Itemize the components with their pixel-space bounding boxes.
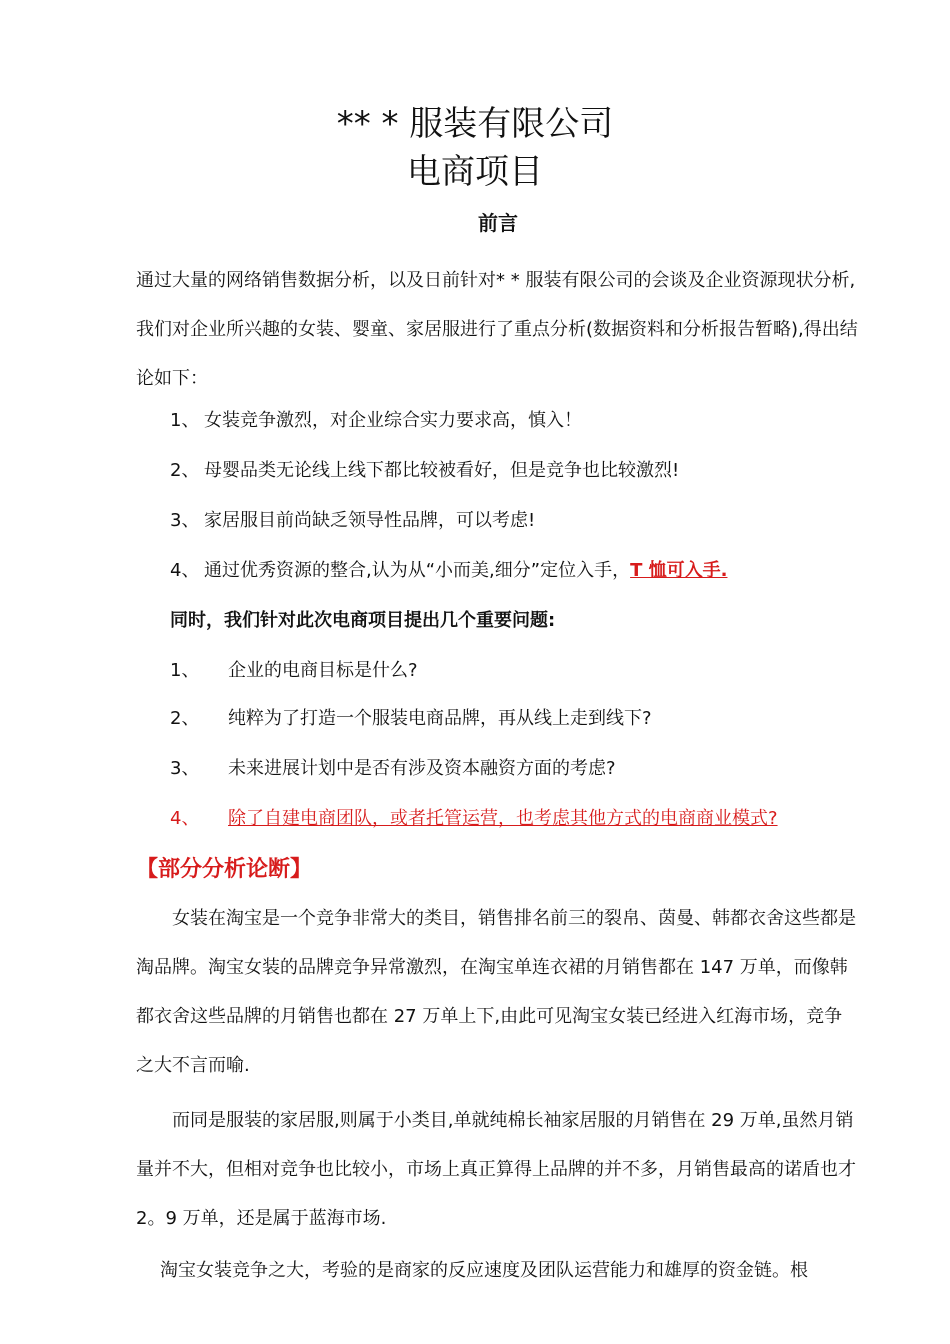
conclusion-number: 2、	[170, 460, 200, 481]
conclusion-item-4	[204, 556, 727, 586]
question-text-highlighted: 除了自建电商团队，或者托管运营，也考虑其他方式的电商商业模式?	[228, 808, 778, 829]
conclusion-text: 母婴品类无论线上线下都比较被看好，但是竞争也比较激烈!	[204, 460, 680, 481]
question-number: 2、	[170, 708, 200, 729]
analysis-paragraph: 女装在淘宝是一个竞争非常大的类目，销售排名前三的裂帛、茵曼、韩都衣舍这些都是淘品牌。淘宝女装的品牌竞争异常激烈，在淘宝单连衣裙的月销售都在 147 万单，而像韩都衣舍这些品牌的月销售也都在 27 万单上下,由此可见淘宝女装已经进入红海市场，竞争之大不言而喻.	[136, 908, 856, 1076]
question-number: 3、	[170, 758, 200, 779]
conclusion-text: 家居服目前尚缺乏领导性品牌，可以考虑!	[204, 510, 536, 531]
analysis-paragraph: 淘宝女装竞争之大，考验的是商家的反应速度及团队运营能力和雄厚的资金链。根	[160, 1260, 808, 1281]
analysis-paragraph: 而同是服装的家居服,则属于小类目,单就纯棉长袖家居服的月销售在 29 万单,虽然月销量并不大，但相对竞争也比较小，市场上真正算得上品牌的并不多，月销售最高的诺盾也才 2。9 万单，还是属于蓝海市场.	[136, 1110, 856, 1229]
question-text: 未来进展计划中是否有涉及资本融资方面的考虑?	[228, 758, 616, 779]
questions-heading: 同时，我们针对此次电商项目提出几个重要问题:	[170, 610, 556, 631]
conclusion-number: 3、	[170, 510, 200, 531]
document-title-company: ** * 服装有限公司	[336, 104, 614, 144]
conclusion-text: 通过优秀资源的整合,认为从“小而美,细分”定位入手，	[204, 560, 631, 581]
question-text: 纯粹为了打造一个服装电商品牌，再从线上走到线下?	[228, 708, 652, 729]
preface-heading: 前言	[478, 211, 518, 235]
document-title-project: 电商项目	[407, 152, 543, 192]
conclusion-number: 4、	[170, 560, 200, 581]
question-text: 企业的电商目标是什么?	[228, 660, 418, 681]
question-number: 4、	[170, 808, 200, 829]
conclusion-text: 女装竞争激烈，对企业综合实力要求高，慎入！	[204, 410, 582, 431]
tshirt-highlight: T 恤可入手.	[630, 560, 728, 581]
intro-paragraph: 通过大量的网络销售数据分析，以及日前针对* * 服装有限公司的会谈及企业资源现状分析,我们对企业所兴趣的女装、婴童、家居服进行了重点分析(数据资料和分析报告暂略),得出结论如下：	[136, 270, 858, 389]
conclusion-number: 1、	[170, 410, 200, 431]
section-heading: 【部分分析论断】	[136, 857, 313, 882]
question-number: 1、	[170, 660, 200, 681]
